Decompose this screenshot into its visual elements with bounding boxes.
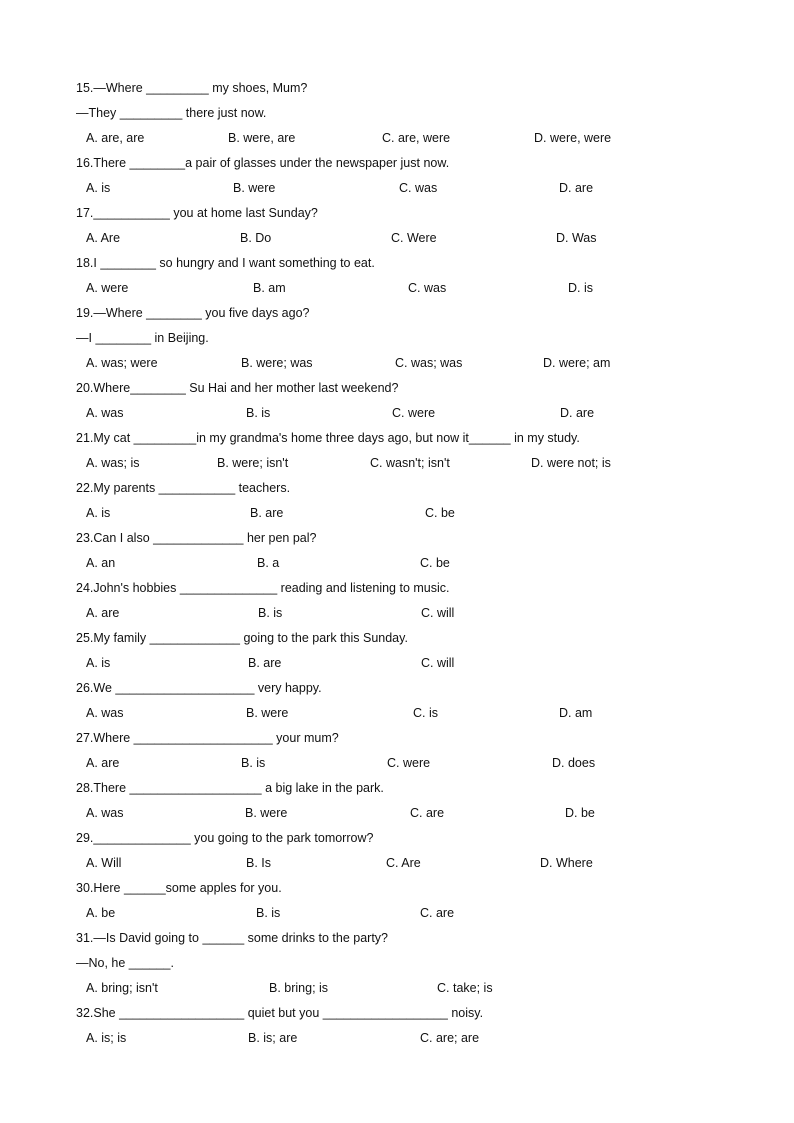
answer-option-a[interactable]: A. be [86, 906, 116, 920]
answer-option-b[interactable]: B. Do [240, 231, 272, 245]
answer-option-b[interactable]: B. Is [246, 856, 272, 870]
question-stem: 19.—Where ________ you five days ago? [76, 306, 310, 320]
answer-options [86, 502, 706, 524]
answer-option-c[interactable]: C. be [420, 556, 450, 570]
answer-option-a[interactable]: A. is; is [86, 1031, 127, 1045]
question-stem: 30.Here ______some apples for you. [76, 881, 282, 895]
answer-options [86, 702, 706, 724]
question-stem: 31.—Is David going to ______ some drinks to the party? [76, 931, 388, 945]
answer-option-c[interactable]: C. are [410, 806, 445, 820]
answer-option-c[interactable]: C. wasn't; isn't [370, 456, 450, 470]
answer-option-d[interactable]: D. be [565, 806, 595, 820]
answer-option-a[interactable]: A. Are [86, 231, 121, 245]
answer-option-b[interactable]: B. is [241, 756, 266, 770]
question-stem: 16.There ________a pair of glasses under the newspaper just now. [76, 156, 450, 170]
answer-option-b[interactable]: B. is [246, 406, 271, 420]
answer-option-a[interactable]: A. were [86, 281, 129, 295]
answer-options [86, 452, 706, 474]
answer-option-b[interactable]: B. is [258, 606, 283, 620]
answer-options [86, 752, 706, 774]
answer-options [86, 277, 706, 299]
answer-option-a[interactable]: A. is [86, 181, 111, 195]
answer-options [86, 602, 706, 624]
answer-options [86, 902, 706, 924]
question-stem: 21.My cat _________in my grandma's home three days ago, but now it______ in my study. [76, 431, 580, 445]
answer-option-c[interactable]: C. was [408, 281, 447, 295]
answer-option-c[interactable]: C. Were [391, 231, 437, 245]
answer-option-c[interactable]: C. are, were [382, 131, 451, 145]
answer-option-d[interactable]: D. were, were [534, 131, 612, 145]
answer-option-a[interactable]: A. was; were [86, 356, 158, 370]
answer-options [86, 127, 706, 149]
answer-options [86, 402, 706, 424]
answer-option-a[interactable]: A. are [86, 606, 120, 620]
answer-option-d[interactable]: D. Was [556, 231, 597, 245]
answer-option-c[interactable]: C. Are [386, 856, 421, 870]
answer-option-b[interactable]: B. bring; is [269, 981, 329, 995]
answer-option-a[interactable]: A. was; is [86, 456, 140, 470]
answer-option-b[interactable]: B. were [233, 181, 276, 195]
answer-option-b[interactable]: B. are [248, 656, 282, 670]
question-stem: 25.My family _____________ going to the park this Sunday. [76, 631, 408, 645]
question-stem: 23.Can I also _____________ her pen pal? [76, 531, 317, 545]
question-response-line: —No, he ______. [76, 956, 174, 970]
answer-options [86, 652, 706, 674]
question-stem: 32.She __________________ quiet but you __________________ noisy. [76, 1006, 484, 1020]
answer-option-b[interactable]: B. were; was [241, 356, 313, 370]
answer-option-a[interactable]: A. an [86, 556, 116, 570]
answer-options [86, 852, 706, 874]
answer-option-a[interactable]: A. was [86, 406, 124, 420]
answer-option-b[interactable]: B. were, are [228, 131, 296, 145]
question-response-line: —I ________ in Beijing. [76, 331, 209, 345]
answer-option-a[interactable]: A. was [86, 806, 124, 820]
answer-option-b[interactable]: B. were [245, 806, 288, 820]
answer-option-c[interactable]: C. was [399, 181, 438, 195]
answer-option-b[interactable]: B. a [257, 556, 280, 570]
answer-option-c[interactable]: C. take; is [437, 981, 493, 995]
answer-option-b[interactable]: B. am [253, 281, 286, 295]
answer-option-c[interactable]: C. was; was [395, 356, 463, 370]
answer-option-c[interactable]: C. is [413, 706, 438, 720]
answer-option-b[interactable]: B. are [250, 506, 284, 520]
answer-option-c[interactable]: C. are; are [420, 1031, 480, 1045]
answer-option-d[interactable]: D. are [559, 181, 594, 195]
answer-option-a[interactable]: A. are [86, 756, 120, 770]
answer-option-b[interactable]: B. is; are [248, 1031, 298, 1045]
answer-option-a[interactable]: A. bring; isn't [86, 981, 158, 995]
answer-option-d[interactable]: D. Where [540, 856, 593, 870]
answer-option-a[interactable]: A. is [86, 506, 111, 520]
answer-options [86, 977, 706, 999]
question-stem: 22.My parents ___________ teachers. [76, 481, 291, 495]
answer-option-d[interactable]: D. does [552, 756, 596, 770]
answer-options [86, 227, 706, 249]
question-stem: 18.I ________ so hungry and I want something to eat. [76, 256, 375, 270]
question-stem: 24.John's hobbies ______________ reading and listening to music. [76, 581, 450, 595]
answer-option-d[interactable]: D. were; am [543, 356, 611, 370]
question-stem: 26.We ____________________ very happy. [76, 681, 322, 695]
answer-options [86, 552, 706, 574]
question-stem: 27.Where ____________________ your mum? [76, 731, 339, 745]
answer-option-c[interactable]: C. be [425, 506, 455, 520]
answer-option-a[interactable]: A. was [86, 706, 124, 720]
answer-option-c[interactable]: C. were [392, 406, 436, 420]
answer-option-c[interactable]: C. will [421, 606, 455, 620]
answer-option-b[interactable]: B. is [256, 906, 281, 920]
answer-option-a[interactable]: A. Will [86, 856, 122, 870]
answer-option-c[interactable]: C. were [387, 756, 431, 770]
question-stem: 29.______________ you going to the park tomorrow? [76, 831, 374, 845]
answer-options [86, 1027, 706, 1049]
question-response-line: —They _________ there just now. [76, 106, 267, 120]
answer-option-d[interactable]: D. am [559, 706, 593, 720]
question-stem: 17.___________ you at home last Sunday? [76, 206, 318, 220]
question-stem: 15.—Where _________ my shoes, Mum? [76, 81, 308, 95]
answer-option-b[interactable]: B. were; isn't [217, 456, 289, 470]
question-stem: 28.There ___________________ a big lake in the park. [76, 781, 384, 795]
answer-option-a[interactable]: A. is [86, 656, 111, 670]
answer-option-d[interactable]: D. were not; is [531, 456, 611, 470]
answer-option-c[interactable]: C. will [421, 656, 455, 670]
answer-option-c[interactable]: C. are [420, 906, 455, 920]
answer-option-d[interactable]: D. are [560, 406, 595, 420]
question-stem: 20.Where________ Su Hai and her mother last weekend? [76, 381, 399, 395]
answer-option-a[interactable]: A. are, are [86, 131, 145, 145]
answer-options [86, 177, 706, 199]
answer-options [86, 802, 706, 824]
answer-option-b[interactable]: B. were [246, 706, 289, 720]
answer-options [86, 352, 706, 374]
answer-option-d[interactable]: D. is [568, 281, 593, 295]
